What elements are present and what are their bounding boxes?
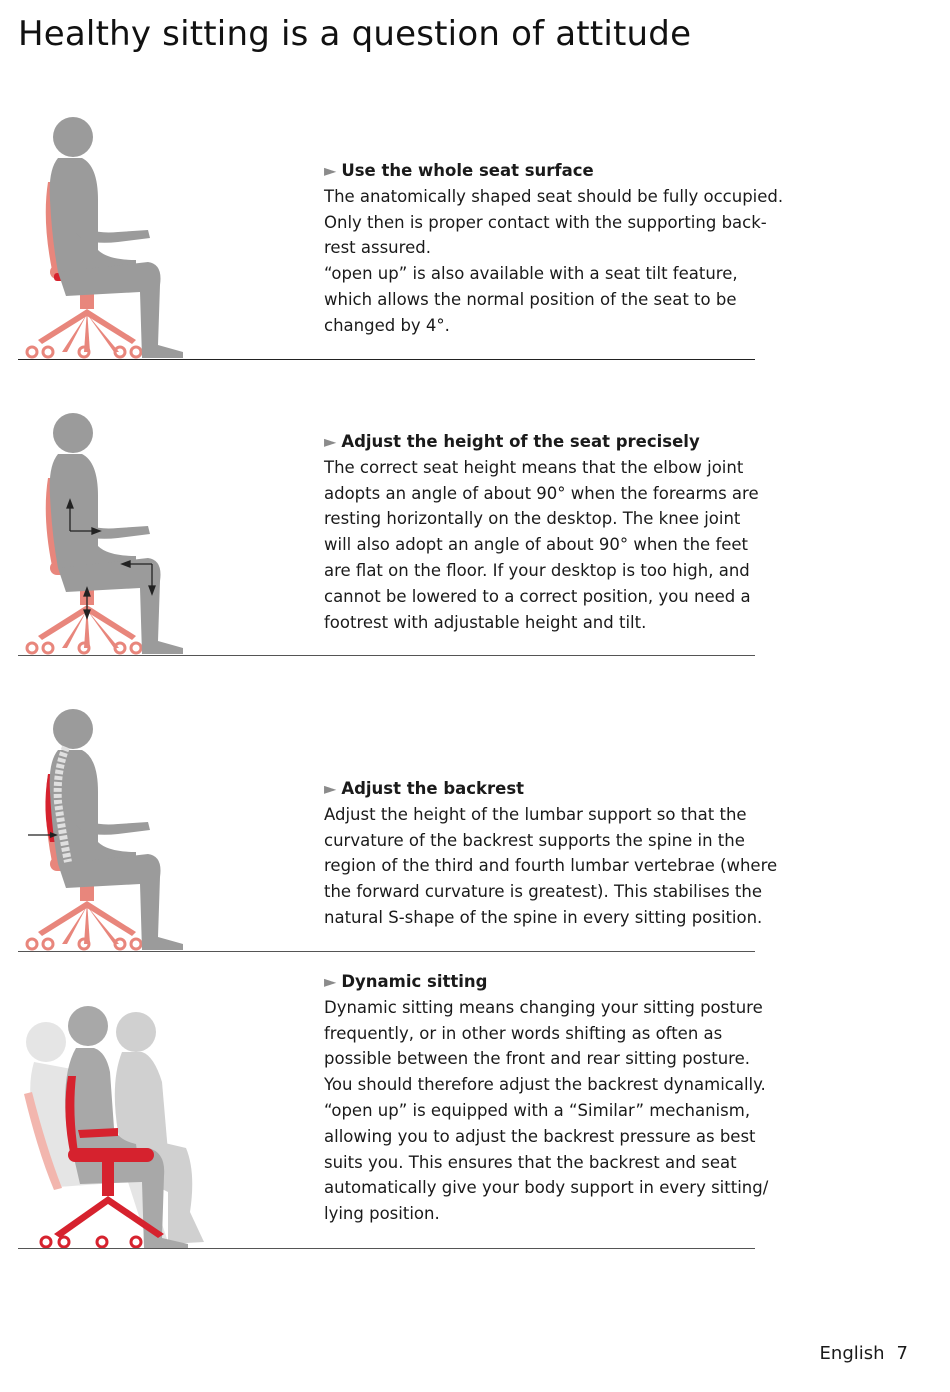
section-divider [18, 1248, 755, 1249]
triangle-right-icon: ► [324, 432, 337, 451]
body-line: frequently, or in other words shifting as often as [324, 1023, 723, 1043]
section-heading: ► Use the whole seat surface [324, 161, 594, 180]
body-line: Dynamic sitting means changing your sitting posture [324, 997, 763, 1017]
section-text [324, 158, 784, 339]
body-line: cannot be lowered to a correct position, you need a [324, 586, 751, 606]
body-line: curvature of the backrest supports the spine in the [324, 830, 745, 850]
body-line: possible between the front and rear sitting posture. [324, 1049, 751, 1069]
section-text [324, 776, 778, 931]
body-line: region of the third and fourth lumbar vertebrae (where [324, 856, 778, 876]
body-line: Adjust the height of the lumbar support so that the [324, 804, 747, 824]
body-line: suits you. This ensures that the backrest and seat [324, 1152, 737, 1172]
body-line: “open up” is also available with a seat tilt feature, [324, 264, 738, 284]
dynamic-sitting-illustration [18, 952, 238, 1249]
section-heading: ► Dynamic sitting [324, 972, 488, 991]
section-dynamic-sitting [18, 952, 769, 1249]
body-line: the forward curvature is greatest). This stabilises the [324, 882, 762, 902]
footer-language: English [819, 1343, 885, 1364]
section-backrest [18, 692, 778, 952]
body-line: The anatomically shaped seat should be fully occupied. [324, 186, 784, 206]
body-line: rest assured. [324, 238, 431, 258]
section-divider [18, 655, 755, 656]
body-line: resting horizontally on the desktop. The knee joint [324, 509, 741, 529]
body-line: lying position. [324, 1204, 440, 1224]
body-line: footrest with adjustable height and tilt. [324, 612, 647, 632]
section-text [324, 429, 760, 635]
body-line: changed by 4°. [324, 315, 450, 335]
body-line: You should therefore adjust the backrest dynamically. [324, 1075, 766, 1095]
section-seat-height [18, 396, 759, 656]
seated-person-spine-illustration [18, 692, 218, 952]
page-footer [820, 1343, 908, 1364]
triangle-right-icon: ► [324, 161, 337, 180]
body-line: Only then is proper contact with the supporting back- [324, 212, 767, 232]
section-whole-seat [18, 100, 784, 360]
page-title: Healthy sitting is a question of attitude [18, 14, 692, 54]
body-line: are flat on the floor. If your desktop is too high, and [324, 560, 750, 580]
body-line: which allows the normal position of the seat to be [324, 289, 737, 309]
body-line: The correct seat height means that the elbow joint [324, 457, 744, 477]
body-line: natural S-shape of the spine in every sitting position. [324, 907, 763, 927]
body-line: allowing you to adjust the backrest pressure as best [324, 1126, 756, 1146]
body-line: adopts an angle of about 90° when the forearms are [324, 483, 759, 503]
section-heading: ► Adjust the height of the seat precisely [324, 432, 700, 451]
page-number: 7 [896, 1343, 908, 1364]
triangle-right-icon: ► [324, 972, 337, 991]
seated-person-angles-illustration [18, 396, 218, 656]
section-text [324, 969, 769, 1227]
body-line: “open up” is equipped with a “Similar” mechanism, [324, 1100, 751, 1120]
body-line: will also adopt an angle of about 90° when the feet [324, 535, 749, 555]
section-heading: ► Adjust the backrest [324, 779, 525, 798]
body-line: automatically give your body support in every sitting/ [324, 1178, 769, 1198]
triangle-right-icon: ► [324, 779, 337, 798]
seated-person-illustration [18, 100, 218, 360]
section-divider [18, 359, 755, 360]
